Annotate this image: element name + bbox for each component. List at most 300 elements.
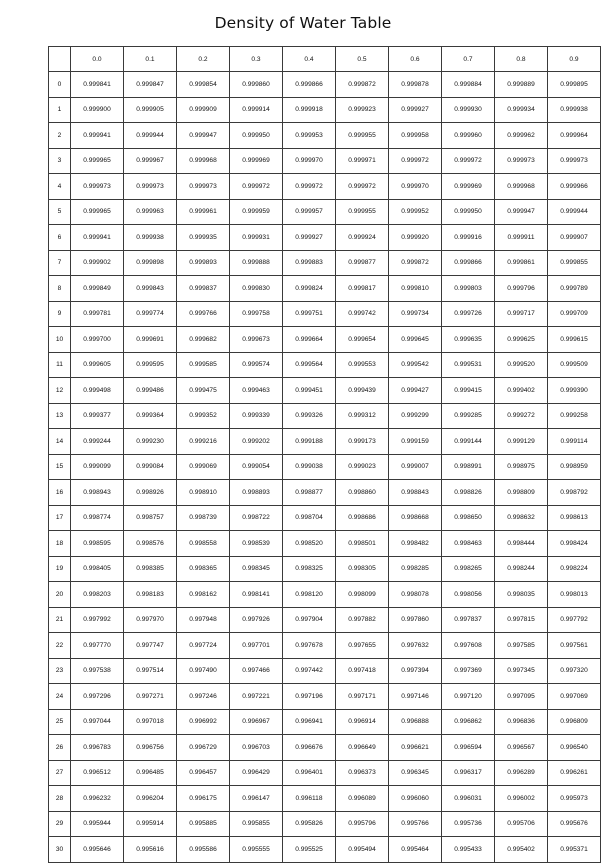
table-cell: 0.999682: [177, 327, 230, 353]
row-header: 6: [49, 225, 71, 251]
table-cell: 0.997196: [283, 684, 336, 710]
table-cell: 0.997992: [71, 607, 124, 633]
table-cell: 0.998539: [230, 531, 283, 557]
table-cell: 0.999709: [548, 301, 601, 327]
column-header: 0.1: [124, 47, 177, 72]
table-cell: 0.996914: [336, 709, 389, 735]
table-cell: 0.998595: [71, 531, 124, 557]
table-cell: 0.995796: [336, 811, 389, 837]
table-cell: 0.999962: [495, 123, 548, 149]
table-cell: 0.999920: [389, 225, 442, 251]
table-row: [49, 684, 601, 710]
table-cell: 0.997701: [230, 633, 283, 659]
table-cell: 0.999965: [71, 199, 124, 225]
table-row: [49, 72, 601, 98]
row-header: 17: [49, 505, 71, 531]
table-cell: 0.999944: [124, 123, 177, 149]
table-cell: 0.997632: [389, 633, 442, 659]
table-cell: 0.999972: [442, 148, 495, 174]
table-cell: 0.999950: [442, 199, 495, 225]
row-header: 28: [49, 786, 71, 812]
table-cell: 0.995973: [548, 786, 601, 812]
table-cell: 0.999931: [230, 225, 283, 251]
table-cell: 0.999847: [124, 72, 177, 98]
table-cell: 0.999957: [283, 199, 336, 225]
table-cell: 0.996485: [124, 760, 177, 786]
table-cell: 0.997837: [442, 607, 495, 633]
table-cell: 0.998860: [336, 480, 389, 506]
table-cell: 0.999635: [442, 327, 495, 353]
row-header: 14: [49, 429, 71, 455]
table-cell: 0.998203: [71, 582, 124, 608]
table-cell: 0.995371: [548, 837, 601, 863]
table-cell: 0.999866: [283, 72, 336, 98]
table-row: [49, 582, 601, 608]
table-cell: 0.999972: [336, 174, 389, 200]
table-cell: 0.998722: [230, 505, 283, 531]
table-cell: 0.999824: [283, 276, 336, 302]
table-row: [49, 709, 601, 735]
table-cell: 0.996809: [548, 709, 601, 735]
table-cell: 0.999918: [283, 97, 336, 123]
table-cell: 0.998141: [230, 582, 283, 608]
table-cell: 0.999129: [495, 429, 548, 455]
table-cell: 0.997418: [336, 658, 389, 684]
table-cell: 0.999955: [336, 123, 389, 149]
table-cell: 0.998558: [177, 531, 230, 557]
table-cell: 0.998265: [442, 556, 495, 582]
table-cell: 0.999774: [124, 301, 177, 327]
table-cell: 0.999531: [442, 352, 495, 378]
table-row: [49, 403, 601, 429]
table-cell: 0.999645: [389, 327, 442, 353]
table-cell: 0.999909: [177, 97, 230, 123]
table-cell: 0.999114: [548, 429, 601, 455]
table-cell: 0.999973: [124, 174, 177, 200]
table-cell: 0.999830: [230, 276, 283, 302]
table-cell: 0.997246: [177, 684, 230, 710]
column-header: 0.9: [548, 47, 601, 72]
table-row: [49, 327, 601, 353]
row-header: 22: [49, 633, 71, 659]
table-cell: 0.999973: [548, 148, 601, 174]
table-cell: 0.996567: [495, 735, 548, 761]
table-cell: 0.997320: [548, 658, 601, 684]
table-cell: 0.999878: [389, 72, 442, 98]
table-cell: 0.995706: [495, 811, 548, 837]
table-header: [49, 47, 601, 72]
table-cell: 0.997860: [389, 607, 442, 633]
table-cell: 0.997948: [177, 607, 230, 633]
table-cell: 0.998305: [336, 556, 389, 582]
table-cell: 0.999144: [442, 429, 495, 455]
table-cell: 0.999595: [124, 352, 177, 378]
table-cell: 0.997792: [548, 607, 601, 633]
table-cell: 0.998959: [548, 454, 601, 480]
table-cell: 0.996729: [177, 735, 230, 761]
column-header: 0.4: [283, 47, 336, 72]
table-cell: 0.996175: [177, 786, 230, 812]
table-cell: 0.998444: [495, 531, 548, 557]
table-cell: 0.999498: [71, 378, 124, 404]
table-row: [49, 352, 601, 378]
table-cell: 0.997538: [71, 658, 124, 684]
table-cell: 0.997608: [442, 633, 495, 659]
table-cell: 0.995464: [389, 837, 442, 863]
table-cell: 0.999099: [71, 454, 124, 480]
table-cell: 0.999893: [177, 250, 230, 276]
table-cell: 0.999972: [230, 174, 283, 200]
row-header: 20: [49, 582, 71, 608]
row-header: 12: [49, 378, 71, 404]
table-cell: 0.999585: [177, 352, 230, 378]
table-cell: 0.999439: [336, 378, 389, 404]
row-header: 13: [49, 403, 71, 429]
table-cell: 0.999352: [177, 403, 230, 429]
table-cell: 0.996621: [389, 735, 442, 761]
table-cell: 0.999938: [124, 225, 177, 251]
table-cell: 0.999963: [124, 199, 177, 225]
table-cell: 0.995586: [177, 837, 230, 863]
table-cell: 0.998809: [495, 480, 548, 506]
table-cell: 0.999953: [283, 123, 336, 149]
table-cell: 0.997146: [389, 684, 442, 710]
table-cell: 0.999803: [442, 276, 495, 302]
table-cell: 0.997561: [548, 633, 601, 659]
table-cell: 0.999377: [71, 403, 124, 429]
table-cell: 0.998774: [71, 505, 124, 531]
table-cell: 0.999789: [548, 276, 601, 302]
table-cell: 0.999605: [71, 352, 124, 378]
table-cell: 0.996232: [71, 786, 124, 812]
table-row: [49, 97, 601, 123]
table-cell: 0.999947: [495, 199, 548, 225]
row-header: 3: [49, 148, 71, 174]
table-cell: 0.998120: [283, 582, 336, 608]
table-cell: 0.999742: [336, 301, 389, 327]
table-cell: 0.999941: [71, 225, 124, 251]
table-cell: 0.995402: [495, 837, 548, 863]
row-header: 4: [49, 174, 71, 200]
table-cell: 0.999258: [548, 403, 601, 429]
table-cell: 0.996649: [336, 735, 389, 761]
table-cell: 0.996783: [71, 735, 124, 761]
table-cell: 0.998056: [442, 582, 495, 608]
table-cell: 0.996457: [177, 760, 230, 786]
table-cell: 0.999872: [389, 250, 442, 276]
table-cell: 0.999898: [124, 250, 177, 276]
table-cell: 0.997018: [124, 709, 177, 735]
table-cell: 0.999888: [230, 250, 283, 276]
table-cell: 0.999959: [230, 199, 283, 225]
table-cell: 0.999758: [230, 301, 283, 327]
table-cell: 0.999877: [336, 250, 389, 276]
table-cell: 0.999960: [442, 123, 495, 149]
table-cell: 0.996594: [442, 735, 495, 761]
table-cell: 0.999781: [71, 301, 124, 327]
table-cell: 0.999390: [548, 378, 601, 404]
table-cell: 0.998893: [230, 480, 283, 506]
row-header: 29: [49, 811, 71, 837]
table-cell: 0.996888: [389, 709, 442, 735]
table-cell: 0.997271: [124, 684, 177, 710]
table-cell: 0.996204: [124, 786, 177, 812]
table-row: [49, 633, 601, 659]
table-cell: 0.999054: [230, 454, 283, 480]
table-cell: 0.998183: [124, 582, 177, 608]
table-cell: 0.998224: [548, 556, 601, 582]
table-cell: 0.997120: [442, 684, 495, 710]
table-cell: 0.999971: [336, 148, 389, 174]
table-cell: 0.997655: [336, 633, 389, 659]
table-cell: 0.999574: [230, 352, 283, 378]
table-cell: 0.996836: [495, 709, 548, 735]
table-cell: 0.998345: [230, 556, 283, 582]
table-cell: 0.997221: [230, 684, 283, 710]
column-header: 0.2: [177, 47, 230, 72]
table-cell: 0.999717: [495, 301, 548, 327]
table-cell: 0.995855: [230, 811, 283, 837]
table-cell: 0.995646: [71, 837, 124, 863]
row-header: 30: [49, 837, 71, 863]
table-cell: 0.996261: [548, 760, 601, 786]
table-cell: 0.999967: [124, 148, 177, 174]
table-row: [49, 786, 601, 812]
table-cell: 0.999673: [230, 327, 283, 353]
table-cell: 0.998482: [389, 531, 442, 557]
row-header: 8: [49, 276, 71, 302]
table-cell: 0.999935: [177, 225, 230, 251]
table-cell: 0.998739: [177, 505, 230, 531]
table-cell: 0.996703: [230, 735, 283, 761]
table-cell: 0.997394: [389, 658, 442, 684]
table-cell: 0.999463: [230, 378, 283, 404]
table-row: [49, 556, 601, 582]
table-cell: 0.999664: [283, 327, 336, 353]
table-cell: 0.999911: [495, 225, 548, 251]
table-cell: 0.997882: [336, 607, 389, 633]
table-cell: 0.998650: [442, 505, 495, 531]
table-cell: 0.999159: [389, 429, 442, 455]
table-cell: 0.999202: [230, 429, 283, 455]
table-row: [49, 225, 601, 251]
table-cell: 0.996429: [230, 760, 283, 786]
row-header: 7: [49, 250, 71, 276]
table-cell: 0.999855: [548, 250, 601, 276]
table-cell: 0.998792: [548, 480, 601, 506]
table-cell: 0.998926: [124, 480, 177, 506]
table-cell: 0.999700: [71, 327, 124, 353]
table-cell: 0.999969: [442, 174, 495, 200]
corner-cell: [49, 47, 71, 72]
table-cell: 0.998704: [283, 505, 336, 531]
table-cell: 0.997815: [495, 607, 548, 633]
table-cell: 0.999966: [548, 174, 601, 200]
table-cell: 0.999923: [336, 97, 389, 123]
table-cell: 0.998943: [71, 480, 124, 506]
table-row: [49, 301, 601, 327]
table-cell: 0.999069: [177, 454, 230, 480]
table-row: [49, 250, 601, 276]
table-cell: 0.999841: [71, 72, 124, 98]
row-header: 19: [49, 556, 71, 582]
table-cell: 0.997724: [177, 633, 230, 659]
table-row: [49, 199, 601, 225]
table-cell: 0.995525: [283, 837, 336, 863]
table-cell: 0.996031: [442, 786, 495, 812]
table-cell: 0.999244: [71, 429, 124, 455]
row-header: 23: [49, 658, 71, 684]
table-cell: 0.997585: [495, 633, 548, 659]
table-cell: 0.995826: [283, 811, 336, 837]
table-cell: 0.999973: [495, 148, 548, 174]
table-cell: 0.999969: [230, 148, 283, 174]
table-cell: 0.996540: [548, 735, 601, 761]
table-cell: 0.996676: [283, 735, 336, 761]
table-cell: 0.996118: [283, 786, 336, 812]
table-cell: 0.999944: [548, 199, 601, 225]
table-cell: 0.996147: [230, 786, 283, 812]
table-cell: 0.996512: [71, 760, 124, 786]
row-header: 5: [49, 199, 71, 225]
table-cell: 0.999188: [283, 429, 336, 455]
table-cell: 0.998576: [124, 531, 177, 557]
page-title: Density of Water Table: [214, 14, 392, 32]
row-header: 10: [49, 327, 71, 353]
column-header: 0.3: [230, 47, 283, 72]
table-cell: 0.998843: [389, 480, 442, 506]
table-cell: 0.998632: [495, 505, 548, 531]
table-cell: 0.999427: [389, 378, 442, 404]
table-cell: 0.997296: [71, 684, 124, 710]
table-cell: 0.999615: [548, 327, 601, 353]
table-cell: 0.999542: [389, 352, 442, 378]
row-header: 11: [49, 352, 71, 378]
table-cell: 0.998910: [177, 480, 230, 506]
row-header: 27: [49, 760, 71, 786]
table-cell: 0.998325: [283, 556, 336, 582]
table-cell: 0.999339: [230, 403, 283, 429]
table-cell: 0.999973: [177, 174, 230, 200]
table-row: [49, 480, 601, 506]
table-cell: 0.998877: [283, 480, 336, 506]
table-cell: 0.999866: [442, 250, 495, 276]
table-cell: 0.996941: [283, 709, 336, 735]
table-cell: 0.998463: [442, 531, 495, 557]
table-cell: 0.999364: [124, 403, 177, 429]
density-table: [48, 46, 601, 863]
table-cell: 0.999751: [283, 301, 336, 327]
table-cell: 0.997490: [177, 658, 230, 684]
table-cell: 0.998826: [442, 480, 495, 506]
table-row: [49, 658, 601, 684]
table-cell: 0.995676: [548, 811, 601, 837]
row-header: 18: [49, 531, 71, 557]
table-row: [49, 148, 601, 174]
table-cell: 0.999916: [442, 225, 495, 251]
table-cell: 0.999796: [495, 276, 548, 302]
table-cell: 0.996992: [177, 709, 230, 735]
table-cell: 0.998613: [548, 505, 601, 531]
table-cell: 0.997095: [495, 684, 548, 710]
table-cell: 0.998424: [548, 531, 601, 557]
table-cell: 0.999817: [336, 276, 389, 302]
table-cell: 0.998162: [177, 582, 230, 608]
header-row: [49, 47, 601, 72]
table-cell: 0.999326: [283, 403, 336, 429]
table-cell: 0.998099: [336, 582, 389, 608]
table-cell: 0.999938: [548, 97, 601, 123]
table-cell: 0.997770: [71, 633, 124, 659]
row-header: 21: [49, 607, 71, 633]
table-cell: 0.995555: [230, 837, 283, 863]
table-row: [49, 429, 601, 455]
table-cell: 0.997044: [71, 709, 124, 735]
table-cell: 0.997069: [548, 684, 601, 710]
table-cell: 0.996060: [389, 786, 442, 812]
column-header: 0.8: [495, 47, 548, 72]
table-cell: 0.999520: [495, 352, 548, 378]
table-cell: 0.999902: [71, 250, 124, 276]
column-header: 0.7: [442, 47, 495, 72]
table-row: [49, 607, 601, 633]
column-header: 0.6: [389, 47, 442, 72]
table-cell: 0.997926: [230, 607, 283, 633]
table-cell: 0.998035: [495, 582, 548, 608]
table-cell: 0.995914: [124, 811, 177, 837]
table-cell: 0.998405: [71, 556, 124, 582]
table-cell: 0.999883: [283, 250, 336, 276]
table-cell: 0.999924: [336, 225, 389, 251]
table-cell: 0.999927: [389, 97, 442, 123]
table-cell: 0.997442: [283, 658, 336, 684]
table-cell: 0.997369: [442, 658, 495, 684]
table-cell: 0.999861: [495, 250, 548, 276]
table-cell: 0.995885: [177, 811, 230, 837]
table-cell: 0.999970: [283, 148, 336, 174]
table-cell: 0.999914: [230, 97, 283, 123]
table-cell: 0.999402: [495, 378, 548, 404]
table-cell: 0.995616: [124, 837, 177, 863]
table-cell: 0.996317: [442, 760, 495, 786]
table-row: [49, 276, 601, 302]
table-cell: 0.998975: [495, 454, 548, 480]
table-cell: 0.998013: [548, 582, 601, 608]
table-cell: 0.998520: [283, 531, 336, 557]
table-cell: 0.996345: [389, 760, 442, 786]
table-cell: 0.998668: [389, 505, 442, 531]
table-cell: 0.999843: [124, 276, 177, 302]
table-cell: 0.999968: [495, 174, 548, 200]
row-header: 25: [49, 709, 71, 735]
table-row: [49, 454, 601, 480]
table-cell: 0.998285: [389, 556, 442, 582]
table-row: [49, 505, 601, 531]
table-cell: 0.999415: [442, 378, 495, 404]
table-cell: 0.999854: [177, 72, 230, 98]
table-cell: 0.995766: [389, 811, 442, 837]
table-cell: 0.999961: [177, 199, 230, 225]
table-cell: 0.997747: [124, 633, 177, 659]
table-cell: 0.999934: [495, 97, 548, 123]
table-row: [49, 378, 601, 404]
table-cell: 0.999810: [389, 276, 442, 302]
row-header: 0: [49, 72, 71, 98]
row-header: 15: [49, 454, 71, 480]
table-cell: 0.999930: [442, 97, 495, 123]
table-cell: 0.999955: [336, 199, 389, 225]
table-cell: 0.999553: [336, 352, 389, 378]
